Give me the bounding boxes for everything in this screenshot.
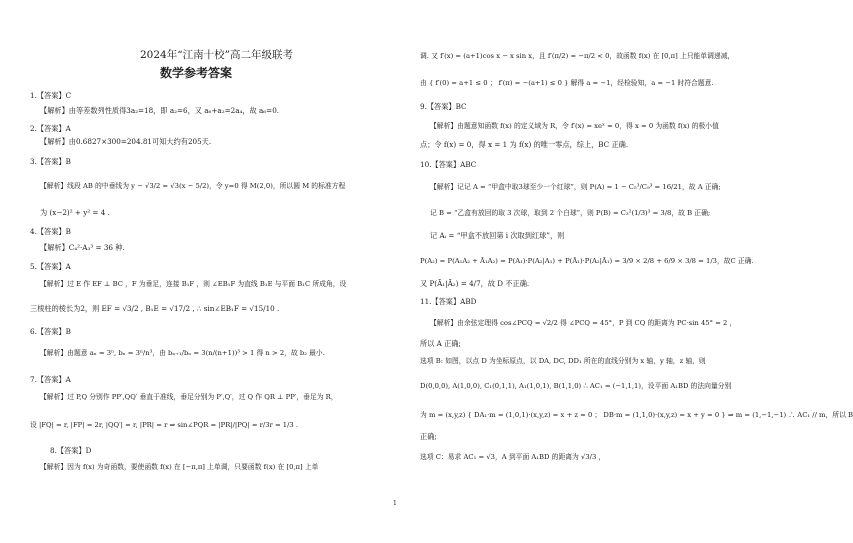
answer-5: 5.【答案】A — [30, 262, 71, 271]
explanation-5-cont: 三棱柱的棱长为2，则 EF = √3/2 , B₁E = √17/2 , ∴ sin∠EB₁F = √15/10 . — [30, 304, 280, 313]
page-title: 2024年“江南十校”高二年级联考 — [140, 49, 293, 61]
explanation-5: 【解析】过 E 作 EF ⊥ BC ，F 为垂足，连接 B₁F ，则 ∠EB₁F 为直线 B₁E 与平面 B₁C 所成角，设 — [40, 280, 347, 288]
explanation-10-d: P(A₂) = P(A₁A₂ + Ā₁A₂) = P(A₁)·P(A₂|A₁) + P(Ā₁)·P(A₂|Ā₁) = 3/9 × 2/8 + 6/9 × 3/8 = 1/3，故C 正确. — [420, 257, 754, 265]
explanation-8-cont: 调. 又 f′(x) = (a+1)cos x − x sin x，且 f′(π/2) = −π/2 < 0，故函数 f(x) 在 [0,π] 上只能单调递减， — [420, 52, 735, 60]
explanation-4: 【解析】C₄²·A₃³ = 36 种. — [40, 243, 125, 252]
answer-11: 11.【答案】ABD — [420, 297, 477, 306]
answer-6: 6.【答案】B — [30, 327, 71, 336]
explanation-11-a: 所以 A 正确; — [420, 339, 461, 348]
answer-4: 4.【答案】B — [30, 227, 71, 236]
answer-9: 9.【答案】BC — [420, 102, 467, 111]
explanation-11-d: 为 m = (x,y,z) { DA₁·m = (1,0,1)·(x,y,z) = x + z = 0 ； DB·m = (1,1,0)·(x,y,z) = x + y = 0 } ⇒ m = (1,−1,−1) ∴ AC₁ // m，所以 B — [420, 411, 853, 419]
explanation-10: 【解析】记记 A = “甲盒中取3球至少一个红球”，则 P(A) = 1 − C₅³/C₉³ = 16/21，故 A 正确; — [430, 183, 721, 191]
explanation-3-cont: 为 (x−2)² + y² = 4 . — [40, 208, 110, 217]
explanation-11-b: 选项 B: 如图，以点 D 为坐标原点，以 DA, DC, DD₁ 所在的直线分别为 x 轴，y 轴，z 轴，则 — [420, 357, 706, 365]
explanation-2: 【解析】由0.6827×300=204.81可知大约有205天. — [40, 137, 212, 146]
explanation-11-c: D(0,0,0), A(1,0,0), C₁(0,1,1), A₁(1,0,1), B(1,1,0) ∴ AC₁ = (−1,1,1)，设平面 A₁BD 的法向量分别 — [420, 382, 732, 390]
explanation-11-f: 选项 C：易求 AC₁ = √3，A 到平面 A₁BD 的距离为 √3/3 ， — [420, 453, 606, 461]
explanation-1: 【解析】由等差数列性质得3a₂=18，即 a₂=6，又 a₆+a₂=2a₄，故 a₆=0. — [40, 106, 280, 115]
explanation-8: 【解析】因为 f(x) 为奇函数，要使函数 f(x) 在 [−π,π] 上单调，只要函数 f(x) 在 [0,π] 上单 — [40, 463, 319, 471]
page-number: 1 — [393, 500, 397, 507]
explanation-10-c: 记 Aᵢ = “甲盒不放回第 i 次取到红球”，则 — [430, 231, 565, 240]
explanation-11: 【解析】由余弦定理得 cos∠PCQ = √2/2 得 ∠PCQ = 45°，P 到 CQ 的距离为 PC·sin 45° = 2 ， — [430, 319, 737, 327]
answer-2: 2.【答案】A — [30, 124, 71, 133]
answer-10: 10.【答案】ABC — [420, 160, 477, 169]
answer-1: 1.【答案】C — [30, 91, 72, 100]
page-subtitle: 数学参考答案 — [160, 66, 233, 80]
explanation-8-system: 由 { f′(0) = a+1 ≤ 0 ； f′(π) = −(a+1) ≤ 0 } 解得 a = −1，经检验知，a = −1 时符合题意. — [420, 79, 714, 87]
explanation-3: 【解析】线段 AB 的中垂线为 y − √3/2 = √3(x − 5/2)，令 y=0 得 M(2,0)，所以圆 M 的标准方程 — [40, 182, 346, 190]
explanation-7-cont: 设 |FQ| = r, |FP| = 2r, |QQ′| = r, |PR| = r ⇒ sin∠PQR = |PR|/|PQ| = r/3r = 1/3 . — [30, 421, 299, 429]
answer-7: 7.【答案】A — [30, 375, 71, 384]
answer-3: 3.【答案】B — [30, 157, 71, 166]
answer-8: 8.【答案】D — [50, 446, 92, 455]
explanation-9: 【解析】由题意知函数 f(x) 的定义域为 R，令 f′(x) = xeˣ = 0，得 x = 0 为函数 f(x) 的极小值 — [430, 122, 719, 130]
explanation-7: 【解析】过 P,Q 分别作 PP′,QQ′ 垂直于准线，垂足分别为 P′,Q′，过 Q 作 QR ⊥ PP′，垂足为 R， — [40, 393, 338, 401]
explanation-10-e: 又 P(Ā₁|Ā₂) = 4/7，故 D 不正确. — [420, 279, 530, 288]
explanation-6: 【解析】由题意 aₙ = 3ⁿ, bₙ = 3ⁿ/n³，由 bₙ₊₁/bₙ = 3(n/(n+1))³ > 1 得 n > 2，故 b₂ 最小. — [40, 349, 325, 357]
explanation-10-b: 记 B = “乙盒有放回的取 3 次球，取到 2 个白球”，则 P(B) = C₃²(1/3)³ = 3/8，故 B 正确; — [430, 209, 711, 217]
explanation-11-e: 正确; — [420, 432, 437, 441]
explanation-9-cont: 点；令 f(x) = 0，得 x = 1 为 f(x) 的唯一零点，综上，BC 正确. — [420, 140, 629, 149]
